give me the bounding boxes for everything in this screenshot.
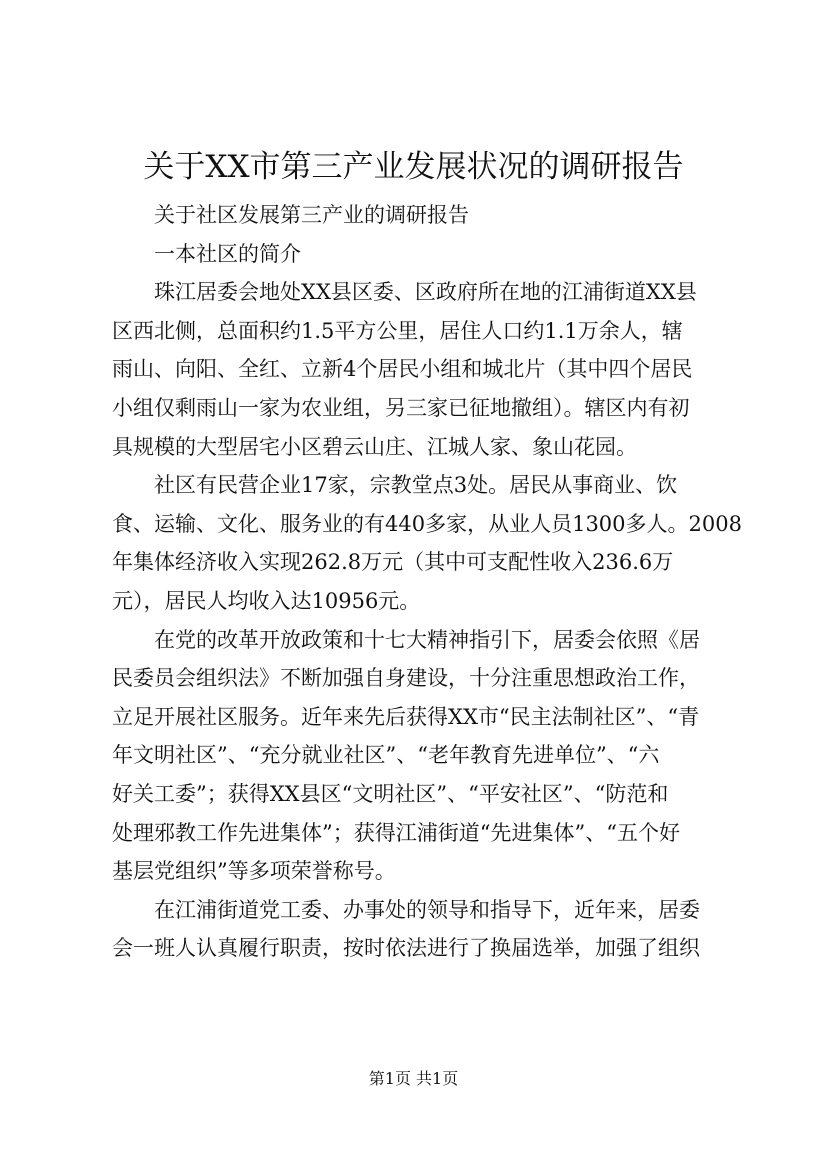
body-line: 基层党组织”等多项荣誉称号。	[112, 859, 396, 884]
body-line: 在江浦街道党工委、办事处的领导和指导下，近年来，居委	[154, 897, 700, 922]
body-line: 区西北侧，总面积约1.5平方公里，居住人口约1.1万余人，辖	[112, 318, 683, 343]
body-line: 具规模的大型居宅小区碧云山庄、江城人家、象山花园。	[112, 434, 637, 459]
body-line: 食、运输、文化、服务业的有440多家，从业人员1300多人。2008	[112, 511, 742, 536]
body-line: 年文明社区”、“充分就业社区”、“老年教育先进单位”、“六	[112, 743, 660, 768]
page-footer: 第1页 共1页	[368, 1069, 459, 1088]
body-line: 好关工委”；获得XX县区“文明社区”、“平安社区”、“防范和	[112, 781, 669, 806]
body-line: 立足开展社区服务。近年来先后获得XX市“民主法制社区”、“青	[112, 704, 700, 729]
body-line: 年集体经济收入实现262.8万元（其中可支配性收入236.6万	[112, 550, 674, 575]
document-body	[112, 196, 742, 968]
subtitle: 关于社区发展第三产业的调研报告	[154, 203, 469, 227]
body-line: 民委员会组织法》不断加强自身建设，十分注重思想政治工作，	[112, 666, 700, 691]
body-line: 在党的改革开放政策和十七大精神指引下，居委会依照《居	[154, 627, 700, 652]
body-line: 珠江居委会地处XX县区委、区政府所在地的江浦街道XX县	[154, 280, 697, 305]
body-line: 会一班人认真履行职责，按时依法进行了换届选举，加强了组织	[112, 936, 700, 961]
body-line: 社区有民营企业17家，宗教堂点3处。居民从事商业、饮	[154, 473, 678, 498]
body-line: 小组仅剩雨山一家为农业组，另三家已征地撤组）。辖区内有初	[112, 395, 690, 420]
body-line: 元），居民人均收入达10956元。	[112, 588, 421, 613]
section-heading: 一本社区的简介	[154, 241, 301, 266]
body-line: 处理邪教工作先进集体”；获得江浦街道“先进集体”、“五个好	[112, 820, 680, 845]
document-title: 关于XX市第三产业发展状况的调研报告	[143, 149, 684, 185]
body-line: 雨山、向阳、全红、立新4个居民小组和城北片（其中四个居民	[112, 357, 693, 382]
